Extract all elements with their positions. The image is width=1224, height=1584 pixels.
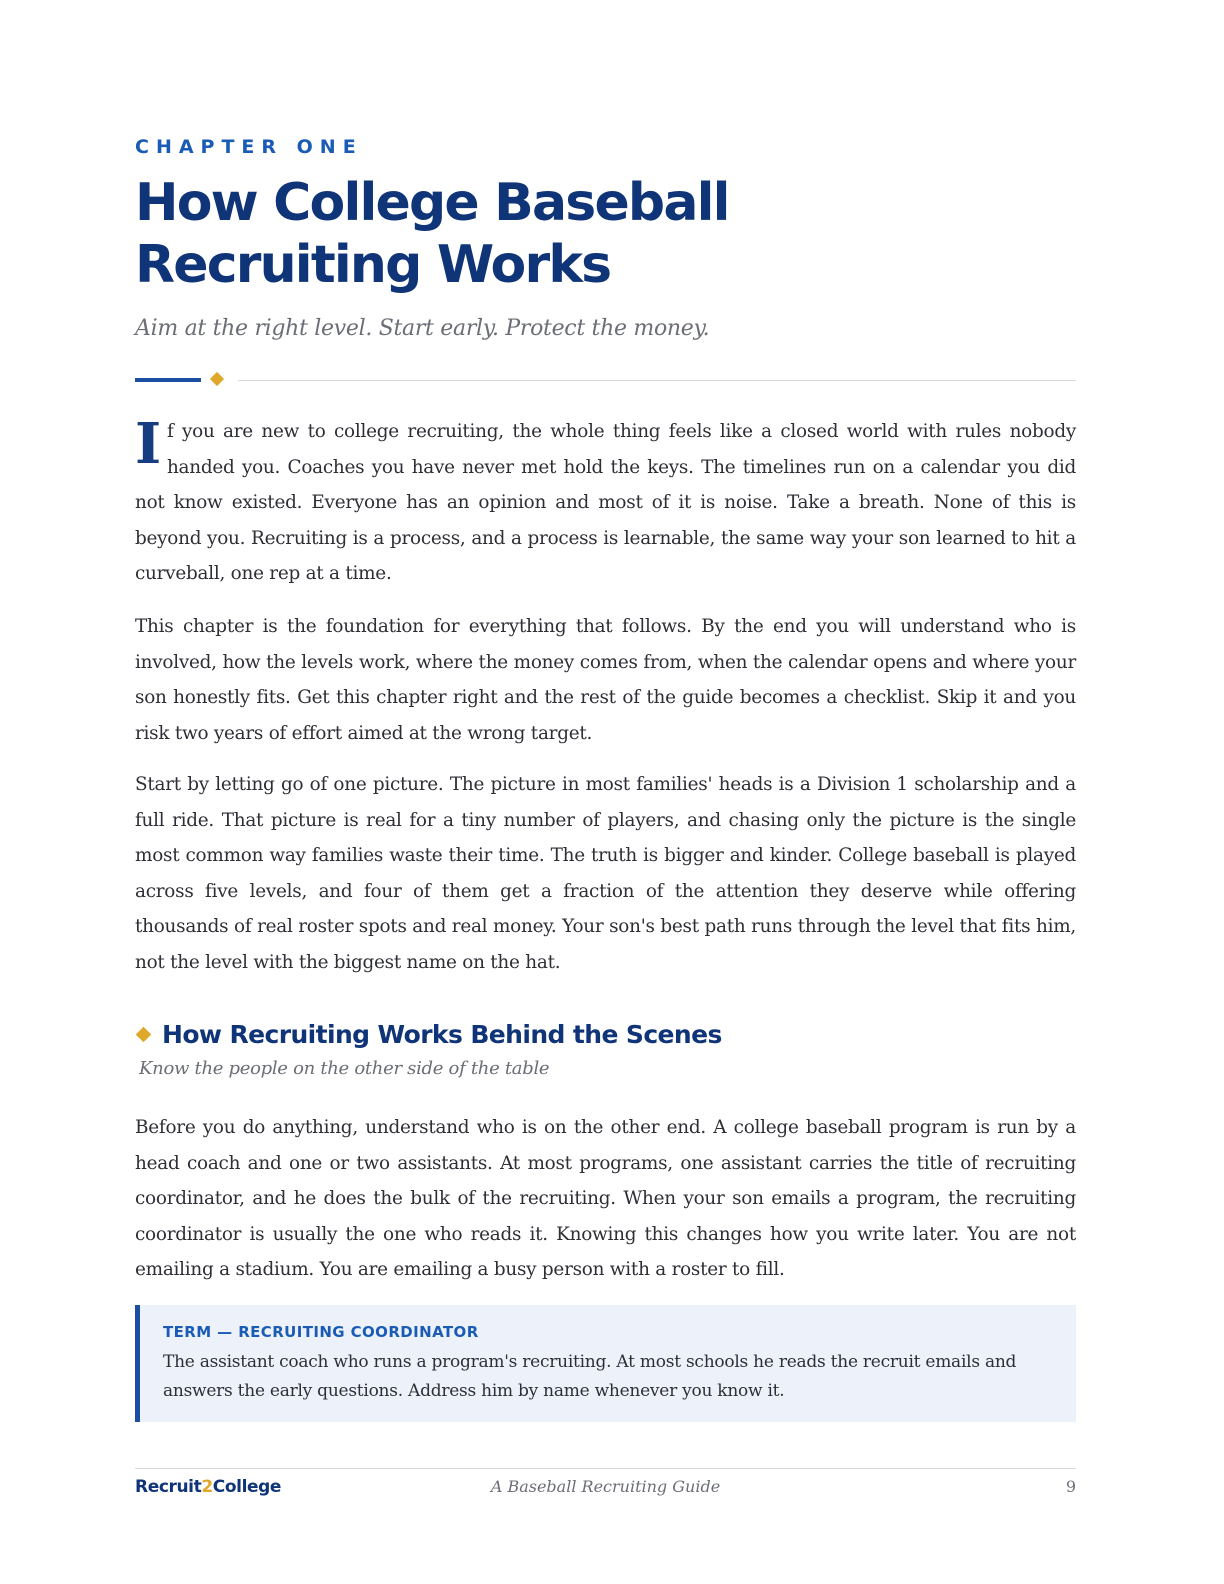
section-heading-block xyxy=(135,1016,722,1054)
chapter-title-line-2: Recruiting Works xyxy=(135,235,611,295)
divider-line xyxy=(238,380,1076,381)
divider-bar xyxy=(135,378,201,382)
drop-cap: I xyxy=(135,411,161,477)
intro-paragraph-3: Start by letting go of one picture. The picture in most families' heads is a Division 1 scholarship and a full ride. That picture is real for a tiny number of players, and chasing only the picture is the single most common way families waste their time. The truth is bigger and kinder. College baseball is played across five levels, and four of them get a fraction of the attention they deserve while offering thousands of real roster spots and real money. Your son's best path runs through the level that fits him, not the level with the biggest name on the hat. xyxy=(135,774,1076,973)
chapter-eyebrow: CHAPTER ONE xyxy=(135,136,363,158)
brand-part-1: Recruit xyxy=(135,1477,202,1497)
footer-guide-title: A Baseball Recruiting Guide xyxy=(490,1477,721,1496)
section-heading: How Recruiting Works Behind the Scenes xyxy=(162,1020,722,1049)
brand-part-2: 2 xyxy=(201,1477,213,1497)
callout-label: TERM — RECRUITING COORDINATOR xyxy=(163,1323,479,1341)
chapter-subtitle: Aim at the right level. Start early. Protect the money. xyxy=(135,316,710,341)
chapter-divider xyxy=(135,372,1076,388)
intro-paragraph-1-text: f you are new to college recruiting, the whole thing feels like a closed world with rules nobody handed you. Coaches you have never met hold the keys. The timelines run on a calendar you did not know existed. Everyone has an opinion and most of it is noise. Take a breath. None of this is beyond you. Recruiting is a process, and a process is learnable, the same way your son learned to hit a curveball, one rep at a time. xyxy=(135,421,1076,584)
section-subheading: Know the people on the other side of the table xyxy=(139,1058,550,1079)
callout-text: The assistant coach who runs a program's recruiting. At most schools he reads the recruit emails and answers the early questions. Address him by name whenever you know it. xyxy=(163,1352,1017,1401)
chapter-title xyxy=(135,172,1035,296)
brand-part-3: College xyxy=(212,1477,282,1497)
intro-paragraph-1 xyxy=(135,411,1076,592)
page-footer xyxy=(135,1468,1076,1509)
diamond-icon xyxy=(136,1027,152,1043)
chapter-title-line-1: How College Baseball xyxy=(135,173,729,233)
diamond-icon xyxy=(210,372,224,386)
intro-paragraph-2: This chapter is the foundation for everything that follows. By the end you will understand who is involved, how the levels work, where the money comes from, when the calendar opens and where your son honestly fits. Get this chapter right and the rest of the guide becomes a checklist. Skip it and you risk two years of effort aimed at the wrong target. xyxy=(135,616,1076,744)
page-number: 9 xyxy=(1065,1477,1076,1496)
term-callout xyxy=(135,1305,1076,1422)
section-paragraph-1: Before you do anything, understand who is on the other end. A college baseball program is run by a head coach and one or two assistants. At most programs, one assistant carries the title of recruiting coordinator, and he does the bulk of the recruiting. When your son emails a program, the recruiting coordinator is usually the one who reads it. Knowing this changes how you write later. You are not emailing a stadium. You are emailing a busy person with a roster to fill. xyxy=(135,1117,1076,1280)
